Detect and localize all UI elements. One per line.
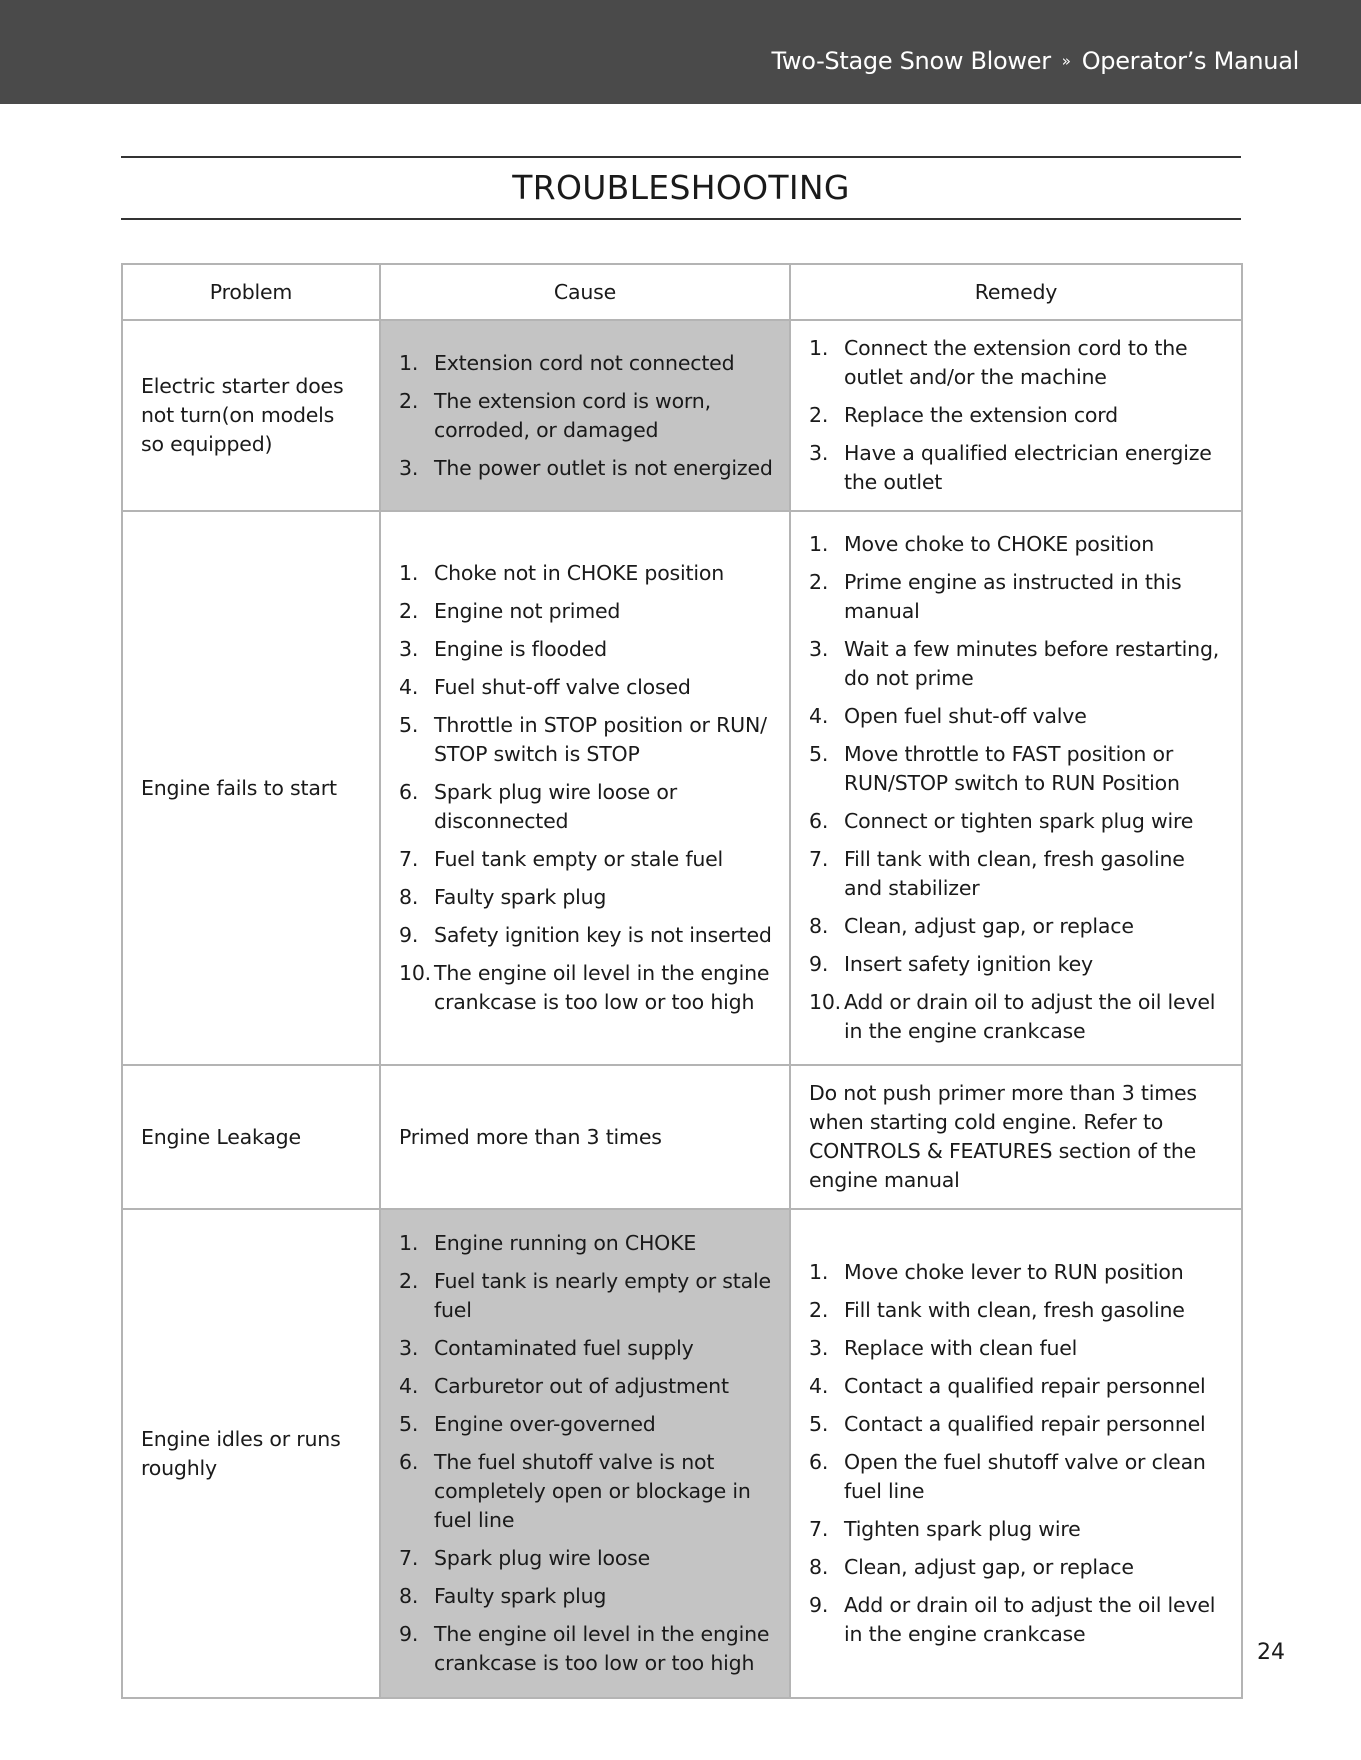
column-header-problem: Problem xyxy=(122,264,380,320)
title-rule-top xyxy=(121,156,1241,158)
list-item: 6. The fuel shutoff valve is not completely open or blockage in fuel line xyxy=(399,1450,751,1532)
list-item: 5. Engine over-governed xyxy=(399,1412,656,1436)
list-item: 3. Engine is flooded xyxy=(399,637,607,661)
list-item: 5. Throttle in STOP position or RUN/ STOP switch is STOP xyxy=(399,713,767,766)
list-item: 7. Fill tank with clean, fresh gasoline and stabilizer xyxy=(809,847,1185,900)
list-item: 9. The engine oil level in the engine crankcase is too low or too high xyxy=(399,1622,770,1675)
manual-type: Operator’s Manual xyxy=(1081,47,1299,75)
list-item: 2. Prime engine as instructed in this manual xyxy=(809,570,1182,623)
title-rule-bottom xyxy=(121,218,1241,220)
list-item: 7. Spark plug wire loose xyxy=(399,1546,651,1570)
cause-cell: Primed more than 3 times xyxy=(380,1065,790,1209)
list-item: 1. Choke not in CHOKE position xyxy=(399,561,724,585)
header-title xyxy=(772,47,1299,75)
remedy-list xyxy=(809,334,1225,497)
remedy-list xyxy=(809,530,1225,1046)
list-item: 7. Tighten spark plug wire xyxy=(809,1517,1081,1541)
cause-list xyxy=(399,559,773,1017)
table-row xyxy=(122,1065,1242,1209)
list-item: 3. Wait a few minutes before restarting, do not prime xyxy=(809,637,1220,690)
list-item: 1. Move choke lever to RUN position xyxy=(809,1260,1184,1284)
list-item: 2. The extension cord is worn, corroded, or damaged xyxy=(399,388,711,442)
list-item: 9. Safety ignition key is not inserted xyxy=(399,923,772,947)
page-title: TROUBLESHOOTING xyxy=(512,168,850,207)
remedy-cell xyxy=(790,320,1242,511)
problem-cell: Engine fails to start xyxy=(122,511,380,1065)
list-item: 3. Replace with clean fuel xyxy=(809,1336,1078,1360)
list-item: 8. Clean, adjust gap, or replace xyxy=(809,914,1134,938)
cause-cell xyxy=(380,511,790,1065)
header-bar xyxy=(0,0,1361,104)
list-item: 6. Open the fuel shutoff valve or clean fuel line xyxy=(809,1450,1206,1503)
list-item: 4. Carburetor out of adjustment xyxy=(399,1374,729,1398)
remedy-cell xyxy=(790,1209,1242,1698)
list-item: 5. Contact a qualified repair personnel xyxy=(809,1412,1206,1436)
table-header-row xyxy=(122,264,1242,320)
remedy-cell xyxy=(790,511,1242,1065)
column-header-cause: Cause xyxy=(380,264,790,320)
list-item: 3. The power outlet is not energized xyxy=(399,455,773,480)
cause-cell xyxy=(380,1209,790,1698)
list-item: 8. Faulty spark plug xyxy=(399,1584,607,1608)
list-item: 1. Engine running on CHOKE xyxy=(399,1231,697,1255)
list-item: 10. Add or drain oil to adjust the oil level in the engine crankcase xyxy=(809,990,1216,1043)
header-separator: » xyxy=(1061,52,1071,70)
table-row xyxy=(122,320,1242,511)
troubleshooting-table xyxy=(121,263,1243,1699)
column-header-remedy: Remedy xyxy=(790,264,1242,320)
list-item: 7. Fuel tank empty or stale fuel xyxy=(399,847,724,871)
list-item: 10. The engine oil level in the engine crankcase is too low or too high xyxy=(399,961,770,1014)
remedy-cell: Do not push primer more than 3 times when starting cold engine. Refer to CONTROLS & FEATURES section of the engine manual xyxy=(790,1065,1242,1209)
list-item: 2. Replace the extension cord xyxy=(809,403,1118,427)
table-row xyxy=(122,1209,1242,1698)
list-item: 2. Engine not primed xyxy=(399,599,621,623)
list-item: 8. Faulty spark plug xyxy=(399,885,607,909)
list-item: 2. Fill tank with clean, fresh gasoline xyxy=(809,1298,1185,1322)
list-item: 6. Spark plug wire loose or disconnected xyxy=(399,780,677,833)
problem-cell: Electric starter does not turn(on models so equipped) xyxy=(122,320,380,511)
list-item: 1. Extension cord not connected xyxy=(399,350,735,375)
list-item: 4. Open fuel shut-off valve xyxy=(809,704,1087,728)
list-item: 1. Move choke to CHOKE position xyxy=(809,532,1155,556)
page-number: 24 xyxy=(1257,1640,1285,1665)
cause-cell xyxy=(380,320,790,511)
list-item: 2. Fuel tank is nearly empty or stale fuel xyxy=(399,1269,771,1322)
list-item: 1. Connect the extension cord to the outlet and/or the machine xyxy=(809,336,1188,389)
list-item: 8. Clean, adjust gap, or replace xyxy=(809,1555,1134,1579)
list-item: 3. Have a qualified electrician energize the outlet xyxy=(809,441,1212,494)
cause-list xyxy=(399,349,773,483)
problem-cell: Engine Leakage xyxy=(122,1065,380,1209)
list-item: 4. Fuel shut-off valve closed xyxy=(399,675,691,699)
list-item: 5. Move throttle to FAST position or RUN/STOP switch to RUN Position xyxy=(809,742,1180,795)
manual-name: Two-Stage Snow Blower xyxy=(771,47,1051,75)
problem-cell: Engine idles or runs roughly xyxy=(122,1209,380,1698)
remedy-list xyxy=(809,1258,1225,1649)
list-item: 6. Connect or tighten spark plug wire xyxy=(809,809,1194,833)
list-item: 9. Insert safety ignition key xyxy=(809,952,1093,976)
list-item: 9. Add or drain oil to adjust the oil level in the engine crankcase xyxy=(809,1593,1216,1646)
table-row xyxy=(122,511,1242,1065)
list-item: 3. Contaminated fuel supply xyxy=(399,1336,694,1360)
cause-list xyxy=(399,1229,773,1678)
list-item: 4. Contact a qualified repair personnel xyxy=(809,1374,1206,1398)
